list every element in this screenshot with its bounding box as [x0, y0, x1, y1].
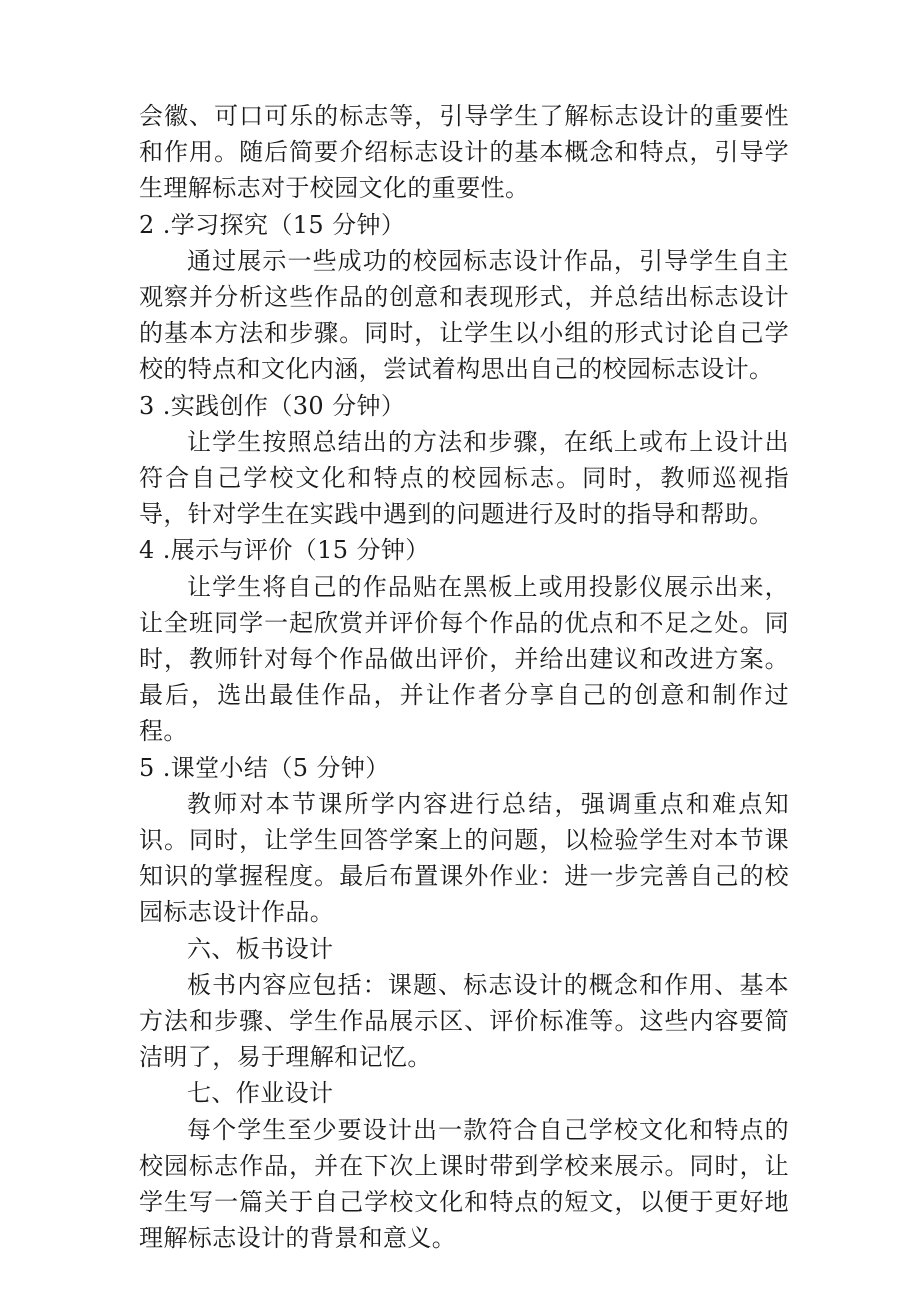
section-heading-class-summary: 5 .课堂小结（5 分钟） [139, 753, 390, 782]
document-page [139, 98, 789, 1257]
paragraph-practice-creation: 让学生按照总结出的方法和步骤，在纸上或布上设计出符合自己学校文化和特点的校园标志。同时，教师巡视指导，针对学生在实践中遇到的问题进行及时的指导和帮助。 [139, 427, 789, 529]
paragraph-class-summary: 教师对本节课所学内容进行总结，强调重点和难点知识。同时，让学生回答学案上的问题，以检验学生对本节课知识的掌握程度。最后布置课外作业：进一步完善自己的校园标志设计作品。 [139, 789, 789, 927]
paragraph-homework-design: 每个学生至少要设计出一款符合自己学校文化和特点的校园标志作品，并在下次上课时带到学校来展示。同时，让学生写一篇关于自己学校文化和特点的短文，以便于更好地理解标志设计的背景和意义。 [139, 1115, 789, 1253]
section-heading-practice-creation: 3 .实践创作（30 分钟） [139, 391, 406, 420]
section-heading-learning-inquiry: 2 .学习探究（15 分钟） [139, 210, 406, 239]
paragraph-blackboard-design: 板书内容应包括：课题、标志设计的概念和作用、基本方法和步骤、学生作品展示区、评价标准等。这些内容要简洁明了，易于理解和记忆。 [139, 970, 789, 1072]
section-heading-blackboard-design: 六、板书设计 [187, 934, 334, 963]
section-heading-display-evaluation: 4 .展示与评价（15 分钟） [139, 536, 430, 565]
section-heading-homework-design: 七、作业设计 [187, 1079, 334, 1108]
intro-paragraph-continued: 会徽、可口可乐的标志等，引导学生了解标志设计的重要性和作用。随后简要介绍标志设计的基本概念和特点，引导学生理解标志对于校园文化的重要性。 [139, 102, 789, 203]
paragraph-display-evaluation: 让学生将自己的作品贴在黑板上或用投影仪展示出来，让全班同学一起欣赏并评价每个作品的优点和不足之处。同时，教师针对每个作品做出评价，并给出建议和改进方案。最后，选出最佳作品，并让作者分享自己的创意和制作过程。 [139, 572, 789, 746]
paragraph-learning-inquiry: 通过展示一些成功的校园标志设计作品，引导学生自主观察并分析这些作品的创意和表现形式，并总结出标志设计的基本方法和步骤。同时，让学生以小组的形式讨论自己学校的特点和文化内涵，尝试着构思出自己的校园标志设计。 [139, 246, 789, 384]
